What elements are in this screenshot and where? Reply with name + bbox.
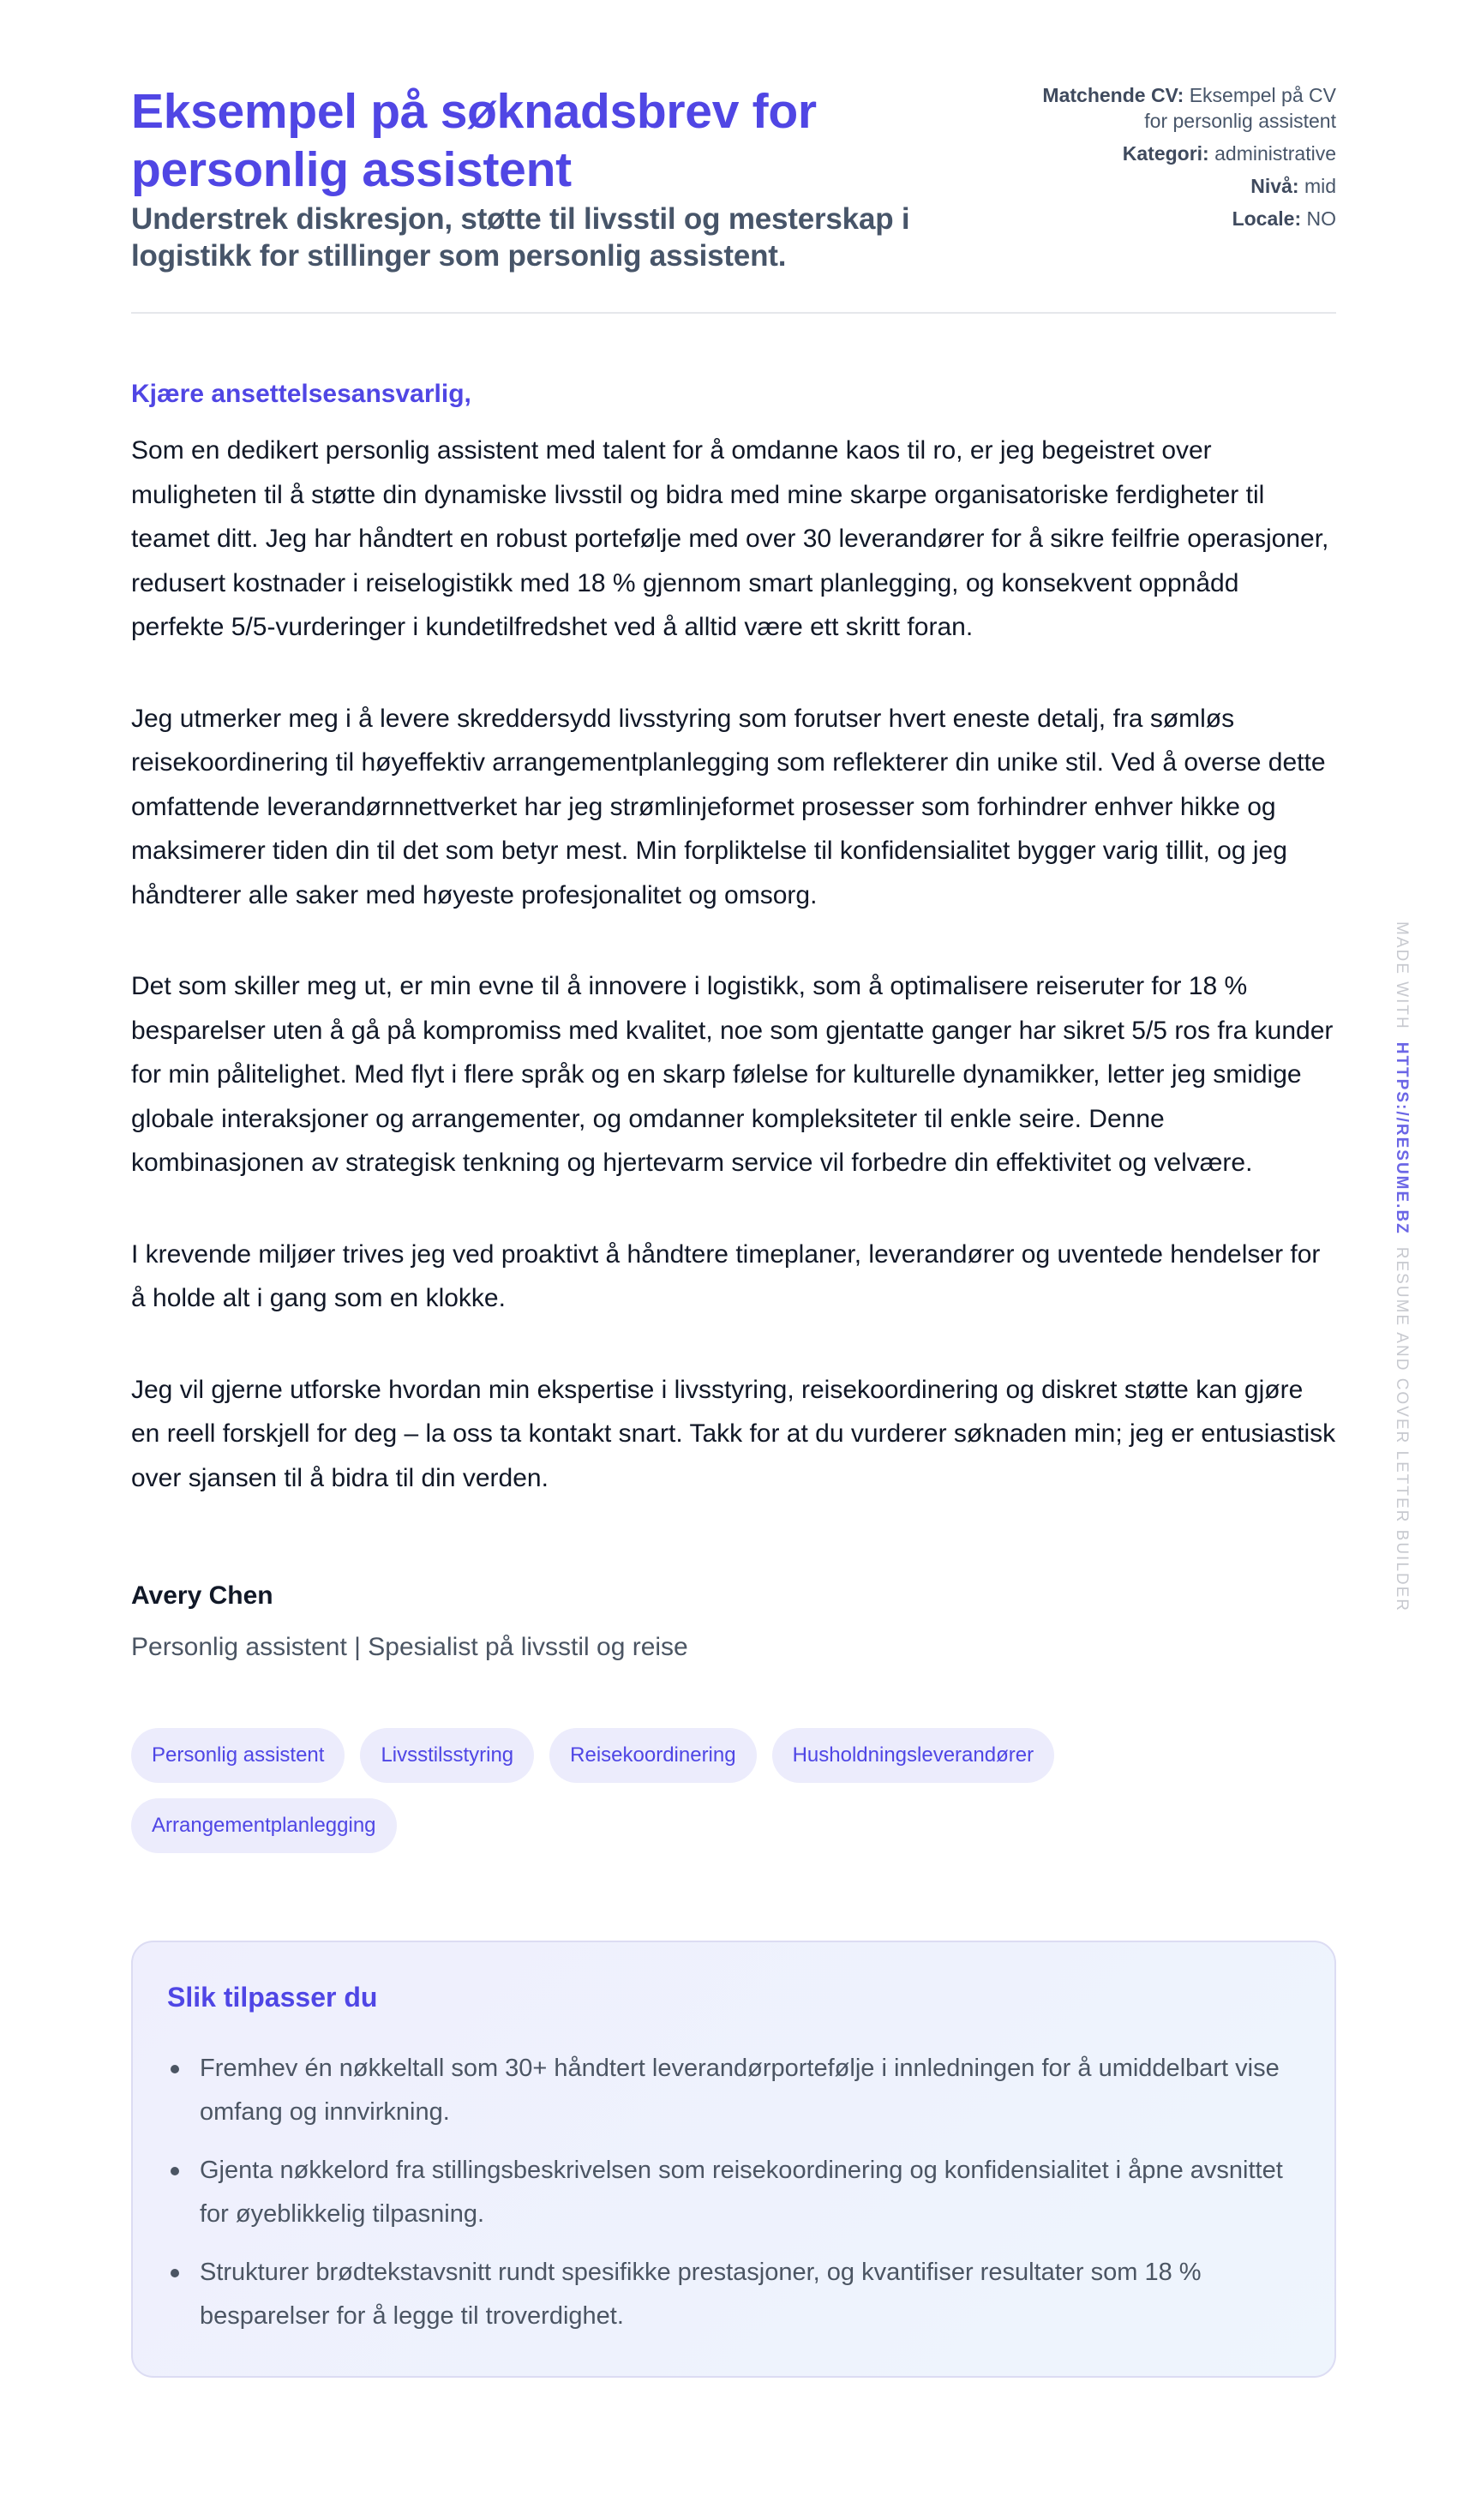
tip-text: Strukturer brødtekstavsnitt rundt spesifikke prestasjoner, og kvantifiser resultater som 18 % besparelser for å legge til troverdighet. (200, 2259, 1202, 2330)
skill-tag: Reisekoordinering (549, 1728, 756, 1783)
meta-locale (1028, 206, 1336, 231)
meta-panel (1028, 82, 1336, 238)
skill-tag: Husholdningsleverandører (772, 1728, 1054, 1783)
letter-paragraph: Som en dedikert personlig assistent med talent for å omdanne kaos til ro, er jeg begeistret over muligheten til å støtte din dynamiske livsstil og bidra med mine skarpe organisatoriske ferdigheter til teamet ditt. Jeg har håndtert en robust portefølje med over 30 leverandører for å sikre feilfrie operasjoner, redusert kostnader i reiselogistikk med 18 % gjennom smart planlegging, og konsekvent oppnådd perfekte 5/5-vurderinger i kundetilfredshet ved å alltid være ett skritt foran. (131, 436, 1329, 641)
page-header (131, 0, 1336, 314)
letter-body (131, 429, 1336, 1500)
meta-level-label: Nivå: (1250, 175, 1299, 197)
skill-tag: Personlig assistent (131, 1728, 345, 1783)
meta-matching-cv (1028, 82, 1336, 134)
letter-paragraph: I krevende miljøer trives jeg ved proaktivt å håndtere timeplaner, leverandører og uventede hendelser for å holde alt i gang som en klokke. (131, 1239, 1321, 1312)
tip-text: Gjenta nøkkelord fra stillingsbeskrivelsen som reisekoordinering og konfidensialitet i åpne avsnittet for øyeblikkelig tilpasning. (200, 2157, 1283, 2228)
tip-text: Fremhev én nøkkeltall som 30+ håndtert leverandørportefølje i innledningen for å umiddelbart vise omfang og innvirkning. (200, 2055, 1280, 2126)
tips-list (167, 2047, 1300, 2338)
meta-level (1028, 173, 1336, 199)
letter-paragraph: Jeg vil gjerne utforske hvordan min ekspertise i livsstyring, reisekoordinering og diskret støtte kan gjøre en reell forskjell for deg – la oss ta kontakt snart. Takk for at du vurderer søknaden min; jeg er entusiastisk over sjansen til å bidra til din verden. (131, 1375, 1336, 1492)
tip-item (167, 2251, 1300, 2338)
meta-locale-label: Locale: (1232, 207, 1302, 230)
tips-card (131, 1941, 1336, 2378)
bullet-icon (171, 2167, 179, 2175)
tips-title: Slik tilpasser du (167, 1982, 378, 2013)
letter-signature (131, 1579, 1336, 1665)
meta-matching-cv-value: Eksempel på CV for personlig assistent (1144, 84, 1336, 132)
tip-item (167, 2047, 1300, 2134)
tip-item (167, 2149, 1300, 2236)
bullet-icon (171, 2269, 179, 2277)
letter-paragraph: Det som skiller meg ut, er min evne til å innovere i logistikk, som å optimalisere reiseruter for 18 % besparelser uten å gå på kompromiss med kvalitet, noe som gjentatte ganger har sikret 5/5 ros fra kunder for min pålitelighet. Med flyt i flere språk og en skarp følelse for kulturelle dynamikker, letter jeg smidige globale interaksjoner og arrangementer, og omdanner kompleksiteter til enkle seire. Denne kombinasjonen av strategisk tenkning og hjertevarm service vil forbedre din effektivitet og velvære. (131, 972, 1334, 1177)
watermark-text (1388, 921, 1414, 1612)
meta-category-value: administrative (1214, 142, 1336, 165)
skill-tags (131, 1728, 1245, 1853)
page-title: Eksempel på søknadsbrev for personlig assistent (131, 84, 817, 197)
signature-name: Avery Chen (131, 1581, 273, 1610)
meta-category (1028, 141, 1336, 166)
meta-locale-value: NO (1306, 207, 1336, 230)
watermark-prefix: MADE WITH (1393, 921, 1411, 1030)
watermark (1388, 921, 1423, 1641)
watermark-link[interactable]: HTTPS://RESUME.BZ (1393, 1041, 1411, 1235)
bullet-icon (171, 2065, 179, 2073)
watermark-suffix: RESUME AND COVER LETTER BUILDER (1393, 1246, 1411, 1613)
letter-salutation: Kjære ansettelsesansvarlig, (131, 380, 471, 408)
signature-title: Personlig assistent | Spesialist på livsstil og reise (131, 1633, 688, 1661)
title-block (131, 82, 988, 274)
cover-letter-page (131, 0, 1336, 2378)
meta-matching-cv-label: Matchende CV: (1042, 84, 1184, 106)
skill-tag: Livsstilsstyring (360, 1728, 534, 1783)
page-subtitle: Understrek diskresjon, støtte til livsstil og mesterskap i logistikk for stillinger som personlig assistent. (131, 202, 910, 273)
meta-level-value: mid (1304, 175, 1336, 197)
skill-tag: Arrangementplanlegging (131, 1798, 397, 1853)
letter-paragraph: Jeg utmerker meg i å levere skreddersydd livsstyring som forutser hvert eneste detalj, fra sømløs reisekoordinering til høyeffektiv arrangementplanlegging som reflekterer din unike stil. Ved å overse dette omfattende leverandørnnettverket har jeg strømlinjeformet prosesser som forhindrer enhver hikke og maksimerer tiden din til det som betyr mest. Min forpliktelse til konfidensialitet bygger varig tillit, og jeg håndterer alle saker med høyeste profesjonalitet og omsorg. (131, 704, 1326, 909)
meta-category-label: Kategori: (1122, 142, 1209, 165)
